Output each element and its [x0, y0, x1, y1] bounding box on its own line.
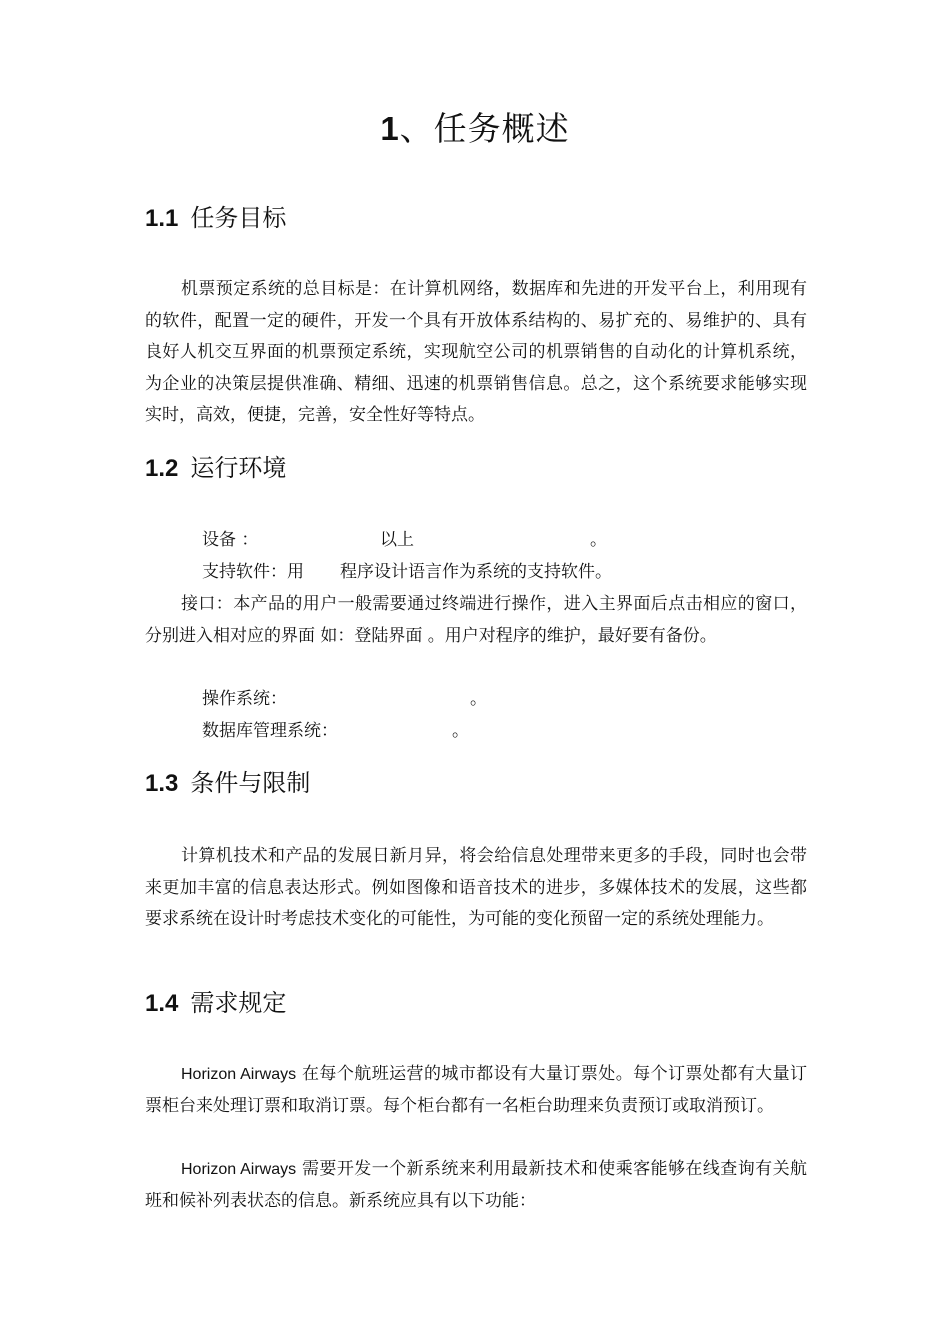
section-heading-1-4 [145, 985, 286, 1022]
section-number: 1.2 [145, 455, 179, 482]
section-heading-1-3 [145, 765, 310, 802]
device-mid: 以上 [380, 530, 414, 550]
section-number: 1.1 [145, 205, 179, 232]
title-text: 、任务概述 [399, 109, 570, 148]
section-paragraph-constraints: 计算机技术和产品的发展日新月异，将会给信息处理带来更多的手段，同时也会带来更加丰富的信息表达形式。例如图像和语音技术的进步，多媒体技术的发展，这些都要求系统在设计时考虑技术变化的可能性，为可能的变化预留一定的系统处理能力。 [145, 846, 807, 929]
section-heading-1-2 [145, 450, 286, 487]
paragraph-text: 需要开发一个新系统来利用最新技术和使乘客能够在线查询有关航班和候补列表状态的信息。新系统应具有以下功能： [145, 1159, 808, 1211]
requirements-paragraph-1 [145, 1059, 807, 1122]
device-label: 设备 ： [202, 530, 259, 550]
software-label: 支持软件：用 [202, 562, 304, 582]
page-title [0, 104, 950, 154]
company-name: Horizon Airways [181, 1161, 297, 1178]
requirements-paragraph-2 [145, 1154, 807, 1217]
device-line [202, 525, 258, 557]
paragraph-text: 在每个航班运营的城市都设有大量订票处。每个订票处都有大量订票柜台来处理订票和取消订票。每个柜台都有一名柜台助理来负责预订或取消预订。 [145, 1064, 808, 1116]
os-label: 操作系统： [202, 689, 287, 709]
section-title: 需求规定 [190, 989, 287, 1017]
section-title: 条件与限制 [190, 769, 311, 797]
software-rest: 程序设计语言作为系统的支持软件。 [340, 562, 612, 582]
section-heading-1-1 [145, 200, 286, 237]
section-paragraph-goal: 机票预定系统的总目标是：在计算机网络，数据库和先进的开发平台上，利用现有的软件，配置一定的硬件，开发一个具有开放体系结构的、易扩充的、易维护的、具有良好人机交互界面的机票预定系统，实现航空公司的机票销售的自动化的计算机系统，为企业的决策层提供准确、精细、迅速的机票销售信息。总之，这个系统要求能够实现实时，高效，便捷，完善，安全性好等特点。 [145, 279, 807, 425]
db-label: 数据库管理系统： [202, 721, 338, 741]
section-title: 运行环境 [190, 454, 287, 482]
section-number: 1.3 [145, 770, 179, 797]
section-number: 1.4 [145, 990, 179, 1017]
title-number: 1 [380, 110, 400, 147]
interface-paragraph: 接口：本产品的用户一般需要通过终端进行操作，进入主界面后点击相应的窗口，分别进入相对应的界面 如：登陆界面 。用户对程序的维护，最好要有备份。 [145, 594, 807, 646]
company-name: Horizon Airways [181, 1066, 297, 1083]
os-end: 。 [470, 689, 487, 709]
section-title: 任务目标 [190, 204, 287, 232]
db-end: 。 [452, 721, 469, 741]
device-end: 。 [590, 530, 607, 550]
